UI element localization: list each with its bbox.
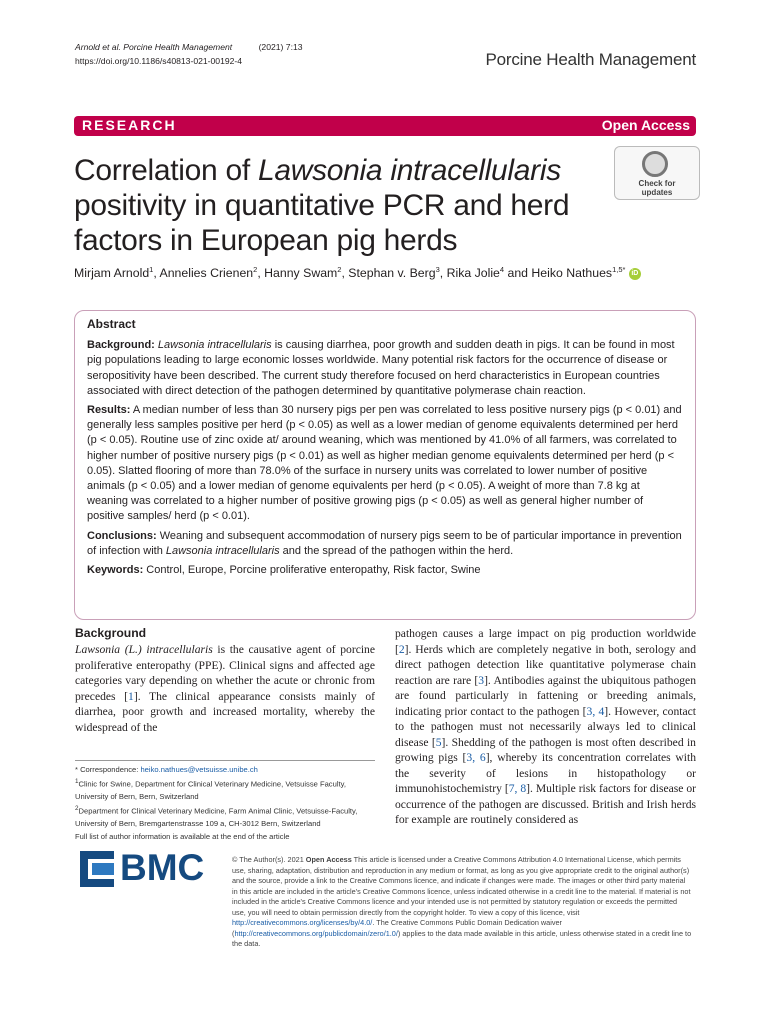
- check-line1: Check for: [638, 179, 676, 188]
- author-name[interactable]: , Rika Jolie: [439, 266, 500, 281]
- affil-number: 2: [75, 805, 79, 813]
- correspondence-email-link[interactable]: heiko.nathues@vetsuisse.unibe.ch: [140, 765, 258, 774]
- crossmark-icon: [642, 151, 668, 177]
- correspondence-label: * Correspondence:: [75, 765, 141, 774]
- cc-license-link[interactable]: http://creativecommons.org/licenses/by/4.0/: [232, 918, 373, 927]
- abstract-results: [87, 403, 683, 525]
- species: Lawsonia (L.) intracellularis: [75, 643, 213, 656]
- text: ]. The clinical appearance consists mainly of diarrhea, poor growth and increased mortality, whereby the widespread of the: [75, 689, 375, 734]
- journal-citation: Arnold et al. Porcine Health Management: [75, 42, 233, 52]
- author-name[interactable]: Mirjam Arnold: [74, 266, 150, 281]
- open-access-bold: Open Access: [305, 855, 352, 864]
- text: A median number of less than 30 nursery pigs per pen was correlated to less positive nursery pigs (p < 0.01) and generally less samples positive per herd (p < 0.05) as well as a lower median of genome equivalents determined per herd (p < 0.05). Routine use of zinc oxide at/ around weaning, which was mentioned by 41.0% of all farmers, was correlated to higher number of positive nursery pigs (p < 0.01) as well as higher median genome equivalents determined per herd (p < 0.05). Slatted flooring of more than 78.0% of the surface in nursery units was correlated to lower number of positive animals (p < 0.05) and a lower median of genome equivalents per herd (p < 0.05). A weight of more than 7.8 kg at weaning was correlated to a higher number of positive growing pigs (p < 0.05) as well as general higher number of positive samples/ herd (p < 0.01).: [87, 404, 682, 523]
- journal-name: Porcine Health Management: [485, 50, 696, 69]
- affiliation: Department for Clinical Veterinary Medicine, Farm Animal Clinic, Vetsuisse-Faculty, University of Bern, Bremgartenstrasse 109 a, CH-3012 Bern, Switzerland: [75, 806, 358, 829]
- species: Lawsonia intracellularis: [157, 339, 272, 352]
- text: ]. However, contact to the pathogen must not necessarily always led to clinical disease [: [395, 704, 696, 749]
- citation-link[interactable]: 5: [435, 735, 442, 749]
- author-affil: 2: [253, 265, 258, 274]
- license-text: [232, 855, 692, 950]
- author-affil: 2: [337, 265, 342, 274]
- abstract-heading: Abstract: [87, 317, 136, 331]
- abstract-conclusions: [87, 529, 683, 559]
- body-column-left: [75, 642, 375, 735]
- author-name[interactable]: , Annelies Crienen: [153, 266, 254, 281]
- affiliation: Clinic for Swine, Department for Clinical Veterinary Medicine, Vetsuisse Faculty, University of Bern, Bern, Switzerland: [75, 779, 346, 802]
- author-name[interactable]: , Stephan v. Berg: [341, 266, 436, 281]
- citation-link[interactable]: 3, 6: [466, 751, 486, 764]
- text: ]. Shedding of the pathogen is most often described in growing pigs [: [395, 735, 696, 764]
- doi-link[interactable]: https://doi.org/10.1186/s40813-021-00192-4: [75, 56, 243, 66]
- title-text-rest: positivity in quantitative PCR and herd factors in European pig herds: [74, 189, 570, 257]
- label: Results:: [87, 404, 131, 417]
- abstract-box: [74, 310, 696, 620]
- abstract-keywords: [87, 563, 683, 578]
- label: Background:: [87, 339, 155, 352]
- section-banner: [74, 116, 696, 136]
- author-affil: 3: [435, 265, 440, 274]
- open-access-label: Open Access: [601, 117, 690, 133]
- citation-link[interactable]: 2: [398, 642, 405, 656]
- citation-link[interactable]: 1: [128, 689, 134, 703]
- species: Lawsonia intracellularis: [165, 544, 280, 557]
- more-author-info: Full list of author information is available at the end of the article: [75, 831, 290, 841]
- text: Weaning and subsequent accommodation of nursery pigs seem to be of particular importance in prevention of infection with: [87, 529, 682, 557]
- bmc-logo[interactable]: [80, 847, 216, 888]
- citation-link[interactable]: 3, 4: [586, 704, 605, 718]
- author-affil: 1,5*: [612, 265, 626, 274]
- text: and the spread of the pathogen within the herd.: [279, 544, 514, 557]
- label: Conclusions:: [87, 529, 157, 542]
- citation-link[interactable]: 3: [478, 673, 485, 687]
- body-column-right: [395, 626, 696, 828]
- check-for-updates-label: [615, 179, 699, 197]
- title-species: Lawsonia intracellularis: [257, 154, 561, 187]
- abstract-background: [87, 338, 683, 399]
- author-affil: 4: [499, 265, 505, 274]
- text: pathogen causes a large impact on pig production worldwide [: [395, 627, 696, 656]
- article-title: [74, 153, 594, 258]
- text: © The Author(s). 2021: [232, 855, 306, 864]
- footnotes: [75, 764, 375, 843]
- text: is causing diarrhea, poor growth and sudden death in pigs. It can be found in most pig populations leading to large economic losses worldwide. Many potential risk factors for the occurrence of disease or seropositivity have been described. The current study therefore focused on herd characteristics in European countries associated with direct detection of the pathogen determined by quantitative polymerase chain reaction.: [87, 339, 675, 397]
- author-name[interactable]: and Heiko Nathues: [504, 266, 613, 281]
- text: ) applies to the data made available in this article, unless otherwise stated in a credit line to the data.: [232, 928, 692, 948]
- affil-number: 1: [75, 778, 79, 786]
- year-volume: (2021) 7:13: [258, 42, 303, 52]
- text: Control, Europe, Porcine proliferative enteropathy, Risk factor, Swine: [143, 564, 481, 577]
- text: This article is licensed under a Creative Commons Attribution 4.0 International License, which permits use, sharing, adaptation, distribution and reproduction in any medium or format, as long as you give appropriate credit to the original author(s) and the source, provide a link to the Creative Commons licence, and indicate if changes were made. The images or other third party material in this article are included in the article's Creative Commons licence, unless indicated otherwise in a credit line to the material. If material is not included in the article's Creative Commons licence and your intended use is not permitted by statutory regulation or exceeds the permitted use, you will need to obtain permission directly from the copyright holder. To view a copy of this licence, visit: [232, 855, 691, 917]
- footnote-divider: [75, 760, 375, 761]
- title-text: Correlation of: [74, 154, 258, 187]
- author-affil: 1: [149, 265, 154, 274]
- bmc-wordmark: BMC: [120, 847, 205, 888]
- section-heading: Background: [75, 626, 147, 640]
- text: ]. Multiple risk factors for disease or occurrence of the pathogen are discussed. British and Irish herds for example are routinely considered as: [395, 782, 696, 826]
- running-header: [75, 40, 303, 68]
- orcid-icon[interactable]: iD: [629, 268, 641, 280]
- label: Keywords:: [87, 564, 144, 577]
- citation-link[interactable]: 7, 8: [508, 782, 527, 795]
- text: . The Creative Commons Public Domain Dedication waiver (: [232, 918, 562, 938]
- cc-zero-link[interactable]: http://creativecommons.org/publicdomain/zero/1.0/: [234, 928, 398, 938]
- text: ]. Herds which are completely negative in both, serology and direct pathogen detection like quantitative polymerase chain reaction are rare [: [395, 642, 696, 687]
- author-list: [74, 265, 641, 280]
- check-line2: updates: [641, 188, 673, 197]
- text: ], whereby its concentration correlates with the severity of lesions in histopathology or immunohistochemistry [: [395, 751, 696, 795]
- text: ]. Antibodies against the ubiquitous pathogen are found particularly in fattening or breeding animals, indicating prior contact to the pathogen [: [395, 673, 697, 718]
- text: is the causative agent of porcine proliferative enteropathy (PPE). Clinical signs and affected age categories vary depending on whether the acute or chronic from precedes [: [75, 643, 375, 703]
- check-for-updates-button[interactable]: [614, 146, 700, 200]
- bmc-mark-icon: [80, 851, 114, 887]
- section-label: RESEARCH: [82, 117, 177, 133]
- author-name[interactable]: , Hanny Swam: [257, 266, 338, 281]
